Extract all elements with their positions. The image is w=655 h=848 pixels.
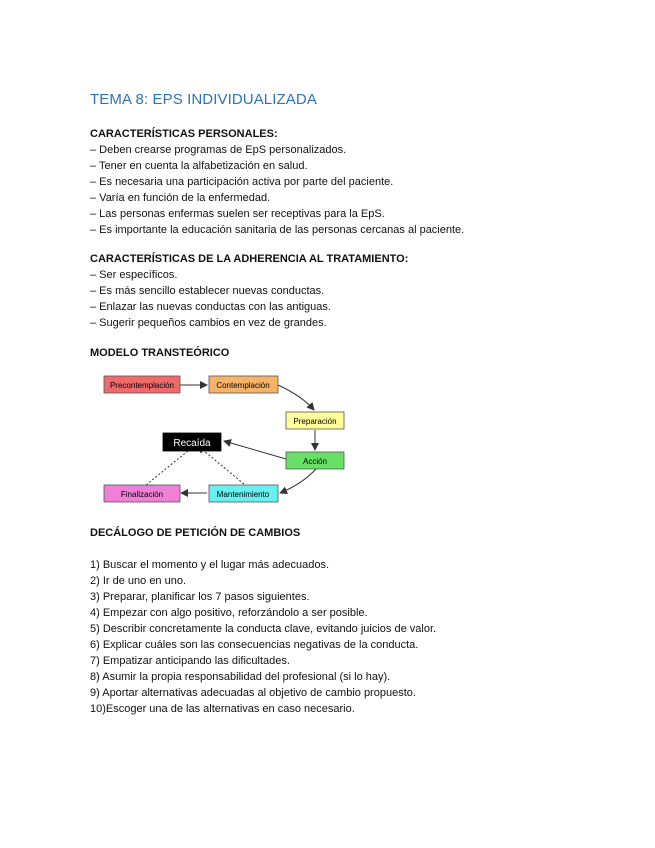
stage-label: Preparación: [293, 417, 337, 426]
list-item: 10)Escoger una de las alternativas en caso necesario.: [90, 703, 355, 715]
section-personales: [90, 126, 610, 238]
stage-label: Recaída: [173, 438, 211, 449]
list-item: 4) Empezar con algo positivo, reforzándolo a ser posible.: [90, 607, 368, 619]
list-item: 6) Explicar cuáles son las consecuencias negativas de la conducta.: [90, 639, 419, 651]
stage-label: Mantenimiento: [216, 490, 270, 499]
stage-label: Contemplación: [216, 381, 270, 390]
section-modelo: [90, 345, 610, 361]
list-item: 3) Preparar, planificar los 7 pasos siguientes.: [90, 591, 310, 603]
stage-precontemplacion: [104, 376, 180, 393]
dotted-finalizacion-recaida: [146, 446, 194, 485]
list-item: – Es más sencillo establecer nuevas conductas.: [90, 285, 325, 297]
list-item: 5) Describir concretamente la conducta clave, evitando juicios de valor.: [90, 623, 437, 635]
list-item: – Deben crearse programas de EpS personalizados.: [90, 144, 347, 156]
list-item: – Es necesaria una participación activa por parte del paciente.: [90, 176, 394, 188]
page-title: TEMA 8: EPS INDIVIDUALIZADA: [90, 91, 317, 108]
stage-finalizacion: [104, 485, 180, 502]
stage-preparacion: [286, 412, 344, 429]
list-item: 2) Ir de uno en uno.: [90, 575, 187, 587]
section-heading-personales: CARACTERÍSTICAS PERSONALES:: [90, 128, 278, 140]
list-item: 8) Asumir la propia responsabilidad del profesional (si lo hay).: [90, 671, 391, 683]
stage-mantenimiento: [209, 485, 278, 502]
stage-accion: [286, 452, 344, 469]
stage-label: Precontemplación: [109, 381, 175, 390]
list-item: – Las personas enfermas suelen ser receptivas para la EpS.: [90, 208, 385, 220]
list-item: 7) Empatizar anticipando las dificultades.: [90, 655, 290, 667]
section-heading-adherencia: CARACTERÍSTICAS DE LA ADHERENCIA AL TRATAMIENTO:: [90, 253, 409, 265]
stage-recaida: [163, 433, 221, 451]
list-item: – Tener en cuenta la alfabetización en salud.: [90, 160, 308, 172]
stage-label: Finalización: [120, 490, 164, 499]
dotted-mant-to-recaida: [198, 446, 244, 484]
list-item: – Es importante la educación sanitaria de las personas cercanas al paciente.: [90, 224, 465, 236]
arrow-accion-to-mant: [280, 469, 316, 493]
stage-contemplacion: [209, 376, 278, 393]
list-item: 1) Buscar el momento y el lugar más adecuados.: [90, 559, 330, 571]
list-item: – Ser específicos.: [90, 269, 178, 281]
section-decalogo: [90, 525, 610, 717]
section-heading-modelo: MODELO TRANSTEÓRICO: [90, 347, 230, 359]
list-item: 9) Aportar alternativas adecuadas al objetivo de cambio propuesto.: [90, 687, 416, 699]
arrow-contemp-to-prep: [278, 385, 314, 410]
list-item: – Varía en función de la enfermedad.: [90, 192, 271, 204]
list-item: – Sugerir pequeños cambios en vez de grandes.: [90, 317, 327, 329]
transtheoretical-model-diagram: [102, 366, 452, 506]
stage-label: Acción: [302, 457, 328, 466]
section-adherencia: [90, 251, 610, 331]
arrow-accion-to-recaida: [224, 441, 286, 459]
list-item: – Enlazar las nuevas conductas con las antiguas.: [90, 301, 331, 313]
section-heading-decalogo: DECÁLOGO DE PETICIÓN DE CAMBIOS: [90, 527, 301, 539]
